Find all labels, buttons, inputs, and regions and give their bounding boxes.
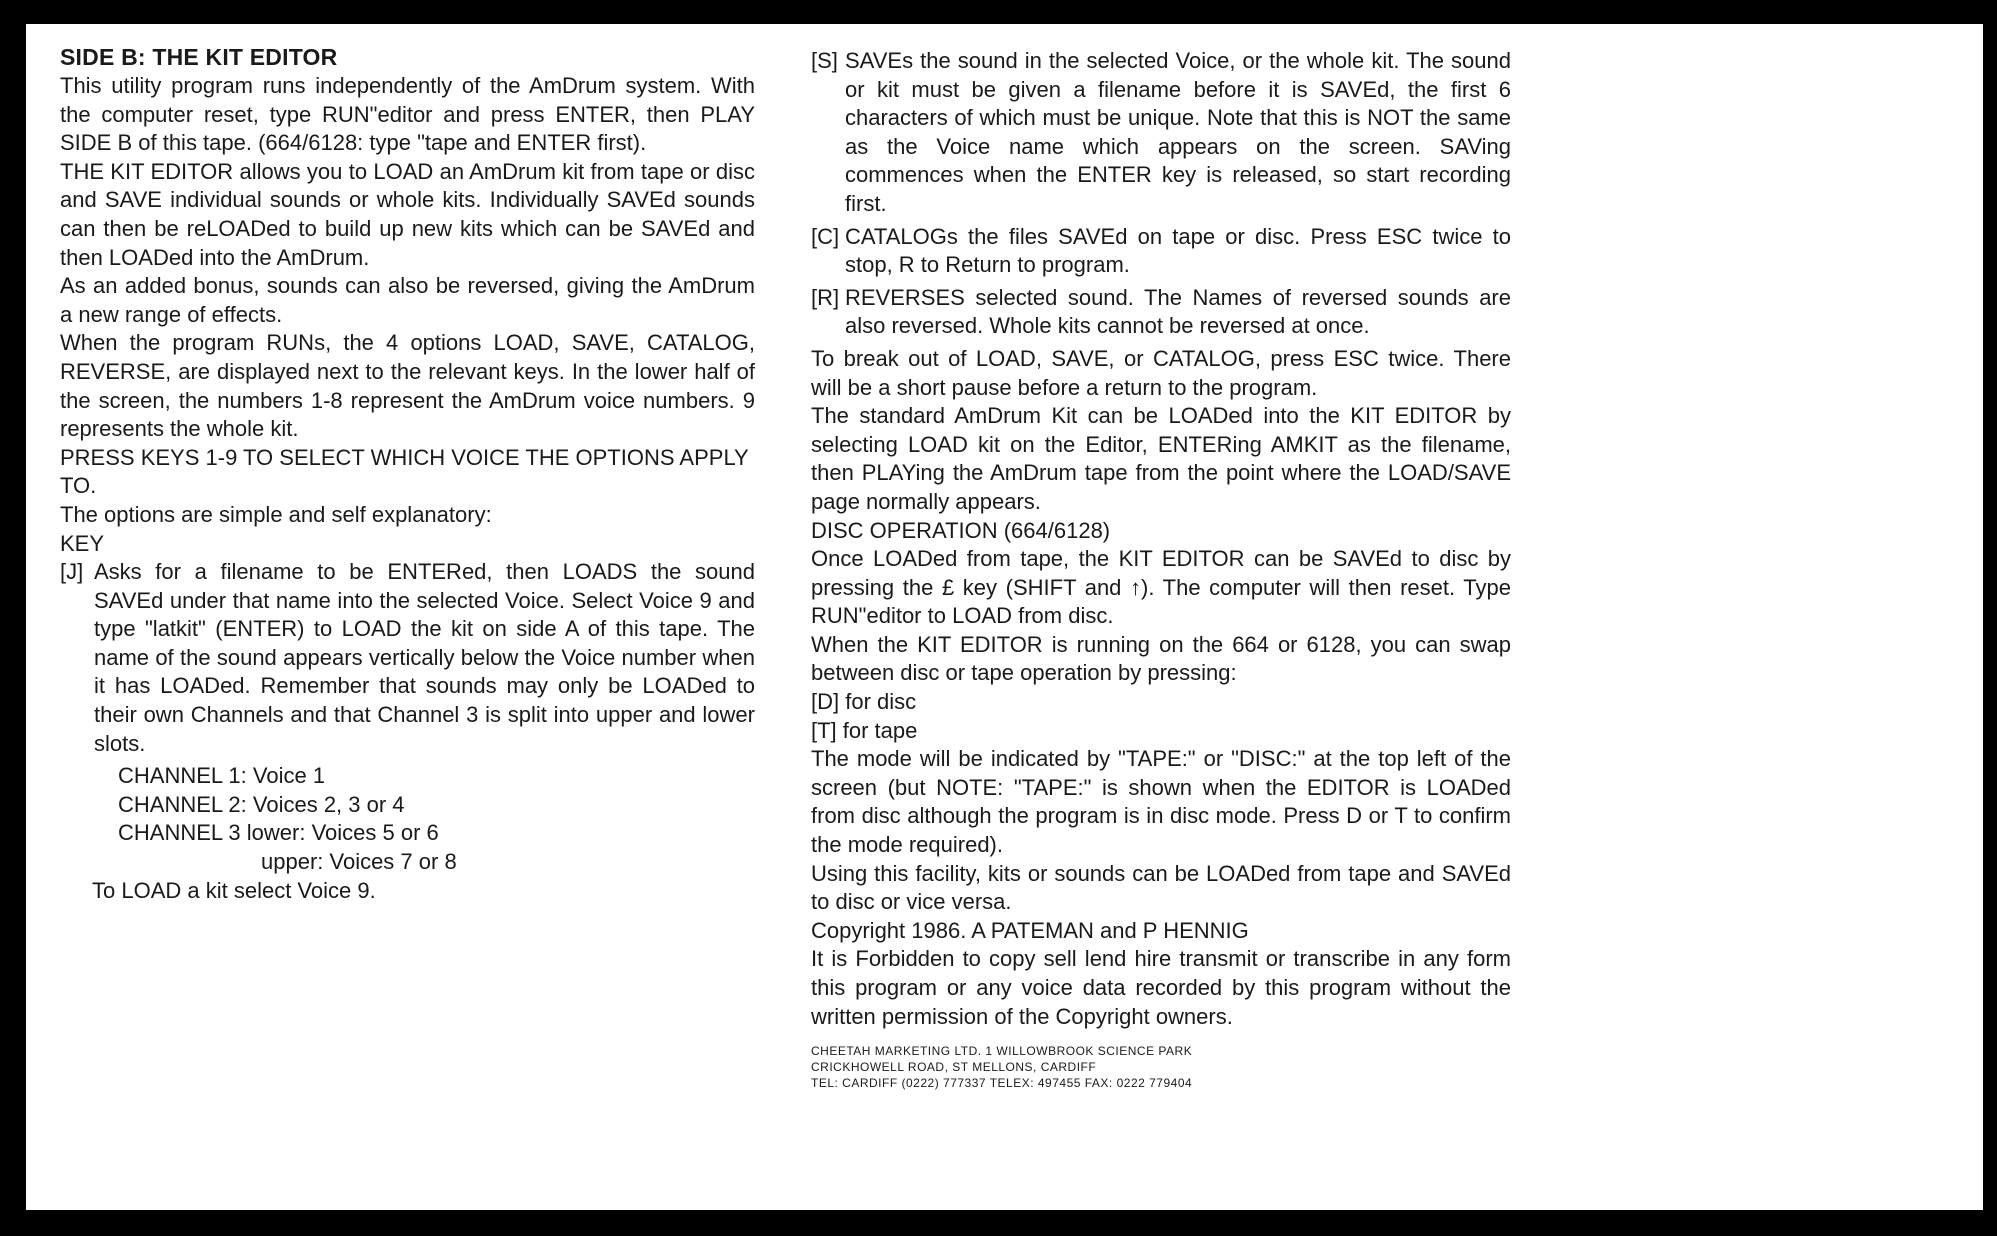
intro-paragraph: This utility program runs independently of the AmDrum system. With the computer reset, type RUN"editor and press ENTER, then PLAY SIDE B of this tape. (664/6128: type "tape and ENTER first).	[60, 73, 755, 156]
publisher-address	[811, 1043, 1511, 1091]
left-column	[60, 43, 755, 905]
option-description: REVERSES selected sound. The Names of reversed sounds are also reversed. Whole kits cannot be reversed at once.	[845, 284, 1511, 339]
kit-editor-paragraph: THE KIT EDITOR allows you to LOAD an AmDrum kit from tape or disc and SAVE individual sounds or whole kits. Individually SAVEd sounds can then be reLOADed to build up new kits which can be SAVEd and then LOADed into the AmDrum.	[60, 158, 755, 270]
disc-operation-heading: DISC OPERATION (664/6128)	[811, 517, 1111, 543]
bonus-paragraph: As an added bonus, sounds can also be reversed, giving the AmDrum a new range of effects.	[60, 273, 755, 327]
channel-3-upper: upper: Voices 7 or 8	[261, 849, 457, 875]
contact-line: TEL: CARDIFF (0222) 777337 TELEX: 497455 FAX: 0222 779404	[811, 1076, 1193, 1091]
section-heading: SIDE B: THE KIT EDITOR	[60, 44, 338, 70]
options-intro: The options are simple and self explanatory:	[60, 501, 492, 527]
facility-paragraph: Using this facility, kits or sounds can be LOADed from tape and SAVEd to disc or vice versa.	[811, 860, 1511, 915]
standard-kit-paragraph: The standard AmDrum Kit can be LOADed into the KIT EDITOR by selecting LOAD kit on the Editor, ENTERing AMKIT as the filename, then PLAYing the AmDrum tape from the point where the LOAD/SAVE page normally appears.	[811, 403, 1511, 514]
option-save	[811, 47, 1511, 219]
option-load	[60, 558, 755, 758]
mode-paragraph: The mode will be indicated by "TAPE:" or "DISC:" at the top left of the screen (but NOTE: "TAPE:" is shown when the EDITOR is LOADed from disc although the program is in disc mode. Press D or T to confirm the mode required).	[811, 746, 1511, 858]
option-description: CATALOGs the files SAVEd on tape or disc. Press ESC twice to stop, R to Return to program.	[845, 223, 1511, 278]
disc-save-paragraph: Once LOADed from tape, the KIT EDITOR can be SAVEd to disc by pressing the £ key (SHIFT and ↑). The computer will then reset. Type RUN"editor to LOAD from disc.	[811, 546, 1511, 629]
tape-key-line: [T] for tape	[811, 717, 918, 743]
option-key: [S]	[811, 48, 838, 73]
option-key: [J]	[60, 559, 84, 585]
option-key: [R]	[811, 284, 840, 310]
channel-2: CHANNEL 2: Voices 2, 3 or 4	[118, 791, 405, 817]
disc-key-line: [D] for disc	[811, 689, 917, 715]
press-keys-paragraph: PRESS KEYS 1-9 TO SELECT WHICH VOICE THE OPTIONS APPLY TO.	[60, 444, 749, 499]
option-reverse	[811, 284, 1511, 341]
load-kit-note: To LOAD a kit select Voice 9.	[92, 877, 376, 903]
channel-1: CHANNEL 1: Voice 1	[118, 763, 326, 789]
channel-3-lower: CHANNEL 3 lower: Voices 5 or 6	[118, 820, 439, 846]
option-description: SAVEs the sound in the selected Voice, or the whole kit. The sound or kit must be given a filename before it is SAVEd, the first 6 characters of which must be unique. Note that this is NOT the same as the Voice name which appears on the screen. SAVing commences when the ENTER key is released, so start recording first.	[845, 48, 1511, 216]
swap-paragraph: When the KIT EDITOR is running on the 664 or 6128, you can swap between disc or tape operation by pressing:	[811, 631, 1511, 686]
address-line: CRICKHOWELL ROAD, ST MELLONS, CARDIFF	[811, 1060, 1097, 1075]
options-paragraph: When the program RUNs, the 4 options LOAD, SAVE, CATALOG, REVERSE, are displayed next to the relevant keys. In the lower half of the screen, the numbers 1-8 represent the AmDrum voice numbers. 9 represents the whole kit.	[60, 330, 755, 442]
option-catalog	[811, 223, 1511, 280]
address-line: CHEETAH MARKETING LTD. 1 WILLOWBROOK SCIENCE PARK	[811, 1044, 1193, 1059]
option-key: [C]	[811, 223, 840, 249]
right-column	[811, 47, 1511, 1091]
forbidden-paragraph: It is Forbidden to copy sell lend hire transmit or transcribe in any form this program or any voice data recorded by this program without the written permission of the Copyright owners.	[811, 946, 1511, 1029]
key-label: KEY	[60, 530, 105, 556]
break-out-paragraph: To break out of LOAD, SAVE, or CATALOG, press ESC twice. There will be a short pause before a return to the program.	[811, 345, 1511, 400]
copyright-line: Copyright 1986. A PATEMAN and P HENNIG	[811, 917, 1249, 943]
instruction-sheet	[26, 24, 1983, 1210]
option-description: Asks for a filename to be ENTERed, then LOADS the sound SAVEd under that name into the selected Voice. Select Voice 9 and type "latkit" (ENTER) to LOAD the kit on side A of this tape. The name of the sound appears vertically below the Voice number when it has LOADed. Remember that sounds may only be LOADed to their own Channels and that Channel 3 is split into upper and lower slots.	[94, 559, 755, 756]
channel-list	[60, 762, 755, 905]
